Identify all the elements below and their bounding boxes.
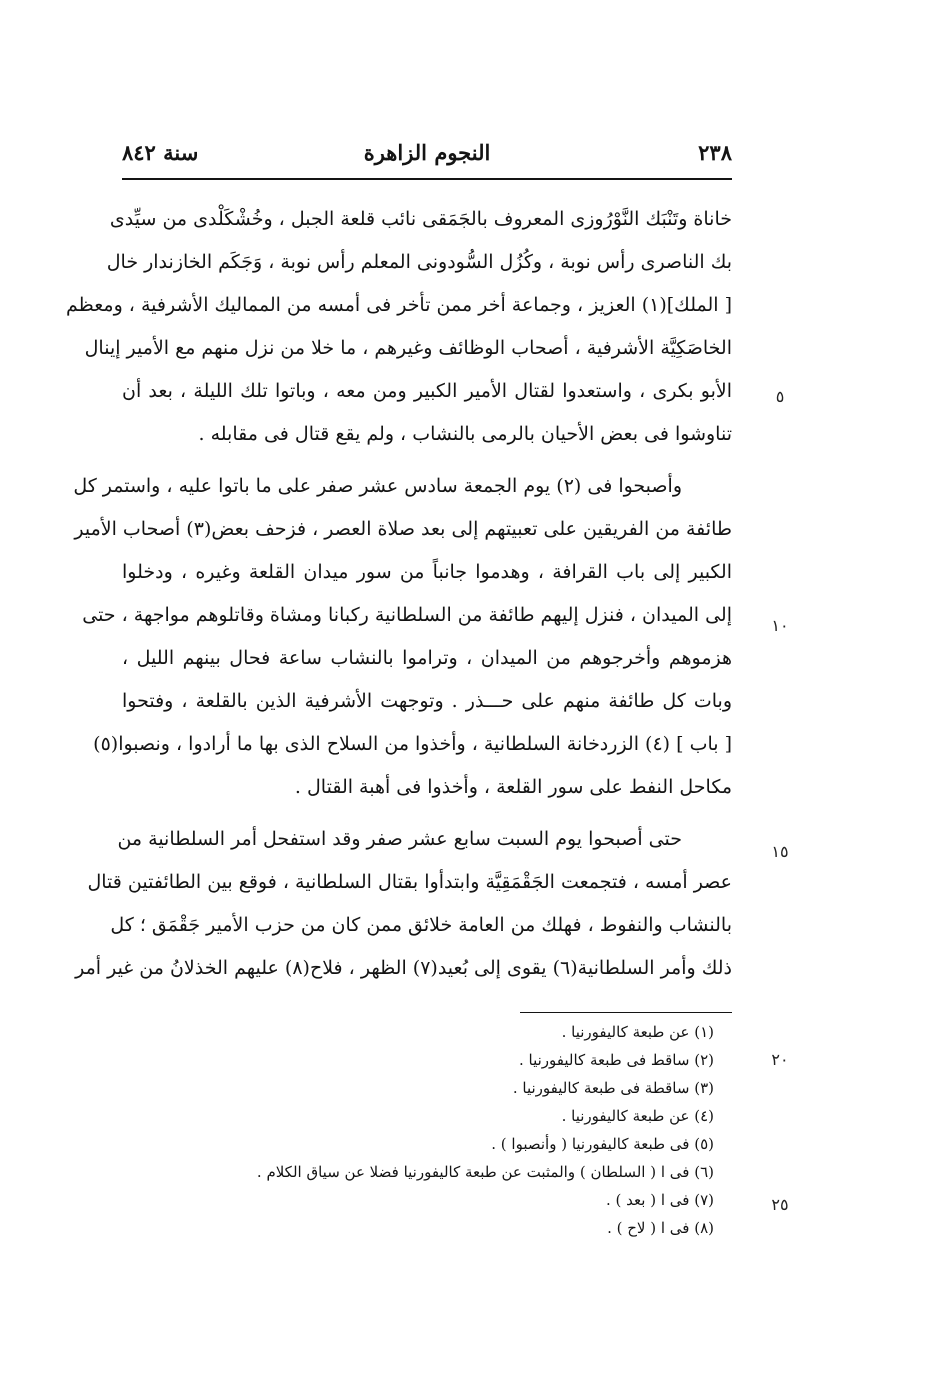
footnote: (٧) فى ا ( بعد ) .: [606, 1191, 714, 1209]
line-number-marker: ٥: [775, 387, 785, 406]
footnote: (٢) ساقط فى طبعة كاليفورنيا .: [518, 1051, 714, 1069]
footnote: (٦) فى ا ( السلطان ) والمثبت عن طبعة كاليفورنيا فضلا عن سياق الكلام .: [256, 1163, 714, 1181]
main-text: [66, 198, 732, 990]
text-line: بك الناصرى رأس نوبة ، وكُزُل السُّودونى المعلم رأس نوبة ، وَجَكَم الخازندار خال: [106, 251, 732, 273]
text-line: الكبير إلى باب القرافة ، وهدموا جانباً من سور ميدان القلعة وغيره ، ودخلوا: [122, 561, 732, 583]
footnote: (١) عن طبعة كاليفورنيا .: [561, 1023, 714, 1041]
line-number-marker: ٢٥: [771, 1195, 789, 1214]
text-line: [ الملك](١) العزيز ، وجماعة أخر ممن تأخر فى أمسه من المماليك الأشرفية ، ومعظم: [66, 294, 732, 316]
text-line: الأبو بكرى ، واستعدوا لقتال الأمير الكبير ومن معه ، وباتوا تلك الليلة ، بعد أن: [122, 380, 732, 402]
header-rule: [122, 178, 732, 180]
text-line: الخاصَكِيَّة الأشرفية ، أصحاب الوظائف وغيرهم ، ما خلا من نزل منهم مع الأمير إينال: [84, 337, 732, 359]
footnote-rule: [520, 1012, 732, 1013]
text-line: تناوشوا فى بعض الأحيان بالرمى بالنشاب ، ولم يقع قتال فى مقابله .: [198, 423, 732, 445]
text-line: [ باب ] (٤) الزردخانة السلطانية ، وأخذوا من السلاح الذى بها ما أرادوا ، ونصبوا(٥): [93, 733, 732, 755]
text-line: إلى الميدان ، فنزل إليهم طائفة من السلطانية ركبانا ومشاة وقاتلوهم مواجهة ، حتى: [82, 604, 732, 626]
page-header: [122, 136, 732, 172]
footnotes: [240, 1018, 714, 1242]
footnote: (٤) عن طبعة كاليفورنيا .: [561, 1107, 714, 1125]
footnote: (٨) فى ا ( لاح ) .: [607, 1219, 714, 1237]
footnote: (٥) فى طبعة كاليفورنيا ( وأنصبوا ) .: [491, 1135, 714, 1153]
footnote: (٣) ساقطة فى طبعة كاليفورنيا .: [512, 1079, 714, 1097]
text-line: مكاحل النفط على سور القلعة ، وأخذوا فى أهبة القتال .: [294, 776, 732, 798]
line-number-marker: ١٥: [771, 842, 789, 861]
text-line: وأصبحوا فى (٢) يوم الجمعة سادس عشر صفر على ما باتوا عليه ، واستمر كل: [73, 475, 682, 497]
text-line: هزموهم وأخرجوهم من الميدان ، وتراموا بالنشاب ساعة فحال بينهم الليل ،: [122, 647, 732, 669]
line-number-marker: ٢٠: [771, 1050, 789, 1069]
page-number: ٢٣٨: [698, 140, 732, 165]
year-label: سنة ٨٤٢: [122, 140, 199, 165]
running-title: النجوم الزاهرة: [363, 140, 491, 165]
text-line: حتى أصبحوا يوم السبت سابع عشر صفر وقد استفحل أمر السلطانية من: [117, 828, 682, 850]
text-line: عصر أمسه ، فتجمعت الجَقْمَقِيَّة وابتدأوا بقتال السلطانية ، فوقع بين الطائفتين قتال: [87, 871, 732, 893]
text-line: بالنشاب والنفوط ، فهلك من العامة خلائق ممن كان من حزب الأمير جَقْمَق ؛ كل: [110, 914, 732, 936]
text-line: طائفة من الفريقين على تعبيتهم إلى بعد صلاة العصر ، فزحف بعض(٣) أصحاب الأمير: [74, 518, 732, 540]
text-line: خاناة وتَنْبَك النَّوْرُوزى المعروف بالجَمَقى نائب قلعة الجبل ، وخُشْكَلْدى من سيِّدى: [109, 208, 732, 230]
text-line: وبات كل طائفة منهم على حـــذر . وتوجهت الأشرفية الذين بالقلعة ، وفتحوا: [122, 690, 732, 712]
text-line: ذلك وأمر السلطانية(٦) يقوى إلى بُعيد(٧) الظهر ، فلاح(٨) عليهم الخذلانُ من غير أمر: [75, 957, 732, 979]
line-number-marker: ١٠: [771, 616, 789, 635]
